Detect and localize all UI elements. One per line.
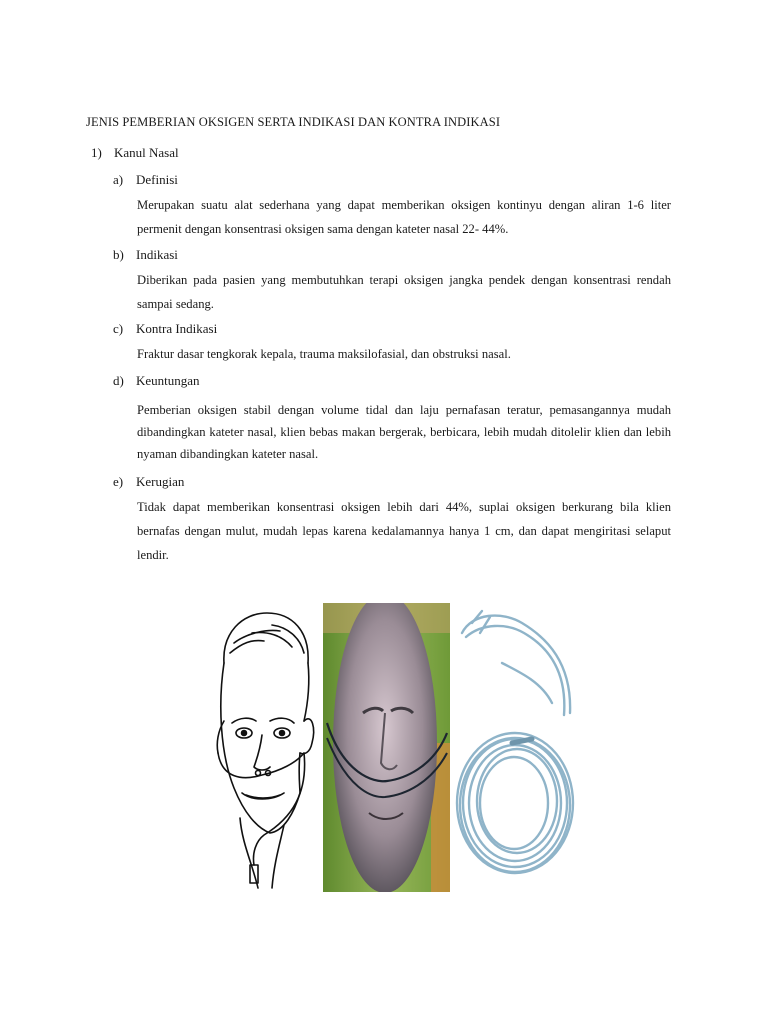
item-letter: b) [113,247,124,262]
item-heading-definisi [113,172,178,188]
item-heading-indikasi [113,247,178,263]
item-title: Kerugian [136,474,185,489]
face-with-cannula-icon [212,603,320,892]
item-letter: a) [113,172,124,187]
item-letter: e) [113,474,124,489]
item-heading-kontra-indikasi [113,321,217,337]
section-number: 1) [91,145,102,160]
item-letter: c) [113,321,124,336]
item-heading-keuntungan [113,373,200,389]
item-title: Indikasi [136,247,178,262]
item-title: Kontra Indikasi [136,321,218,336]
nasal-cannula-photo [323,603,450,892]
item-text-definisi: Merupakan suatu alat sederhana yang dapat memberikan oksigen kontinyu dengan aliran 1-6 liter permenit dengan konsentrasi oksigen sama dengan kateter nasal 22- 44%. [137,198,671,236]
nasal-cannula-drawing [212,603,320,892]
item-letter: d) [113,373,124,388]
item-title: Keuntungan [136,373,200,388]
section-title: Kanul Nasal [114,145,179,160]
mannequin-head-with-cannula-icon [323,603,450,892]
section-heading [91,145,179,161]
item-text-kontra-indikasi: Fraktur dasar tengkorak kepala, trauma maksilofasial, dan obstruksi nasal. [137,347,511,361]
item-text-indikasi: Diberikan pada pasien yang membutuhkan terapi oksigen jangka pendek dengan konsentrasi rendah sampai sedang. [137,273,671,311]
nasal-cannula-tubing [452,603,582,892]
coiled-oxygen-tubing-icon [452,603,582,892]
item-title: Definisi [136,172,178,187]
item-text-keuntungan: Pemberian oksigen stabil dengan volume tidal dan laju pernafasan teratur, pemasangannya mudah dibandingkan kateter nasal, klien bebas makan bergerak, berbicara, lebih mudah ditolelir klien dan lebih nyaman dibandingkan kateter nasal. [137,403,671,461]
document-title: JENIS PEMBERIAN OKSIGEN SERTA INDIKASI DAN KONTRA INDIKASI [86,115,501,129]
item-text-kerugian: Tidak dapat memberikan konsentrasi oksigen lebih dari 44%, suplai oksigen berkurang bila klien bernafas dengan mulut, mudah lepas karena kedalamannya hanya 1 cm, dan dapat mengiritasi selaput lendir. [137,500,671,562]
item-heading-kerugian [113,474,184,490]
